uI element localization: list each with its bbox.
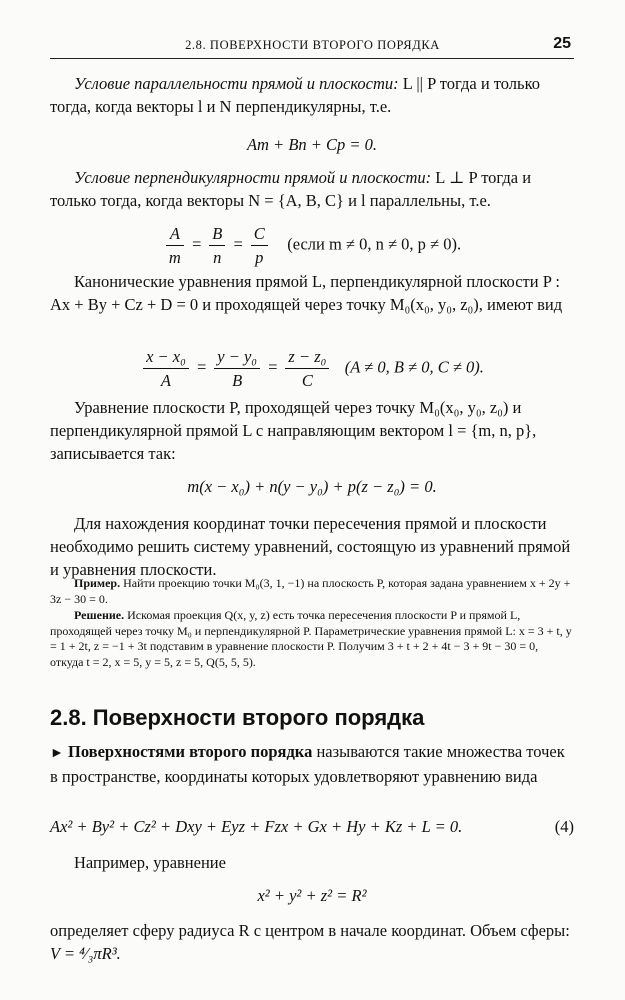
header-rule — [50, 58, 574, 59]
perpendicular-condition-text: L ⊥ P тогда и только тогда, когда векторы N = {A, B, C} и l параллельны, т.е. — [50, 168, 532, 210]
running-header: 2.8. ПОВЕРХНОСТИ ВТОРОГО ПОРЯДКА — [185, 38, 440, 52]
general-surface-formula: Ax² + By² + Cz² + Dxy + Eyz + Fzx + Gx + Hy + Kz + L = 0. — [50, 817, 463, 836]
example-text: Найти проекцию точки M₀(3, 1, −1) на плоскость P, которая задана уравнением x + 2y + 3z − 30 = 0. — [50, 576, 571, 606]
example-label: Пример. — [74, 576, 121, 590]
fraction-x: $\frac{\text{x − x₀}}{A}$ — [143, 345, 189, 392]
parallel-condition-paragraph — [50, 72, 574, 118]
example-intro: Например, уравнение — [74, 853, 226, 872]
equation-plane: m(x − x₀) + n(y − y₀) + p(z − z₀) = 0. — [187, 477, 437, 496]
fraction-y: $\frac{\text{y − y₀}}{B}$ — [214, 345, 260, 392]
fraction-c-p: $\frac{C}{p}$ — [251, 222, 268, 269]
perpendicular-condition-paragraph — [50, 166, 574, 212]
solution-block — [50, 608, 574, 670]
definition-text: называются такие множества точек в пространстве, координаты которых удовлетворяют уравнению вида — [50, 742, 565, 786]
equation-parallel: Am + Bn + Cp = 0. — [246, 135, 378, 154]
equation-proportional: $\frac{A}{m}$ = $\frac{B}{n}$ = $\frac{C}{p}$ (если m ≠ 0, n ≠ 0, p ≠ 0). — [50, 222, 574, 269]
equation-sphere: x² + y² + z² = R² — [257, 886, 367, 905]
sphere-volume-formula: V = ⁴⁄₃πR³. — [50, 944, 121, 963]
solution-text: Искомая проекция Q(x, y, z) есть точка пересечения плоскости P и прямой L, проходящей через точку M₀ и перпендикулярной P. Параметрические уравнения прямой L: x = 3 + t, y = 1 + 2t, z = −1 + 3t подставим в уравнение плоскости P. Получим 3 + t + 2 + 4t − 3 + 9t − 30 = 0, откуда t = 2, x = 5, y = 5, z = 5, Q(5, 5, 5). — [50, 608, 572, 669]
fraction-z: $\frac{\text{z − z₀}}{C}$ — [285, 345, 329, 392]
section-heading: 2.8. Поверхности второго порядка — [50, 705, 425, 730]
proportional-condition: (если m ≠ 0, n ≠ 0, p ≠ 0). — [287, 234, 462, 254]
definition-term: Поверхностями второго порядка — [67, 742, 313, 761]
page-number: 25 — [553, 35, 571, 52]
equation-number: (4) — [554, 817, 574, 836]
plane-equation-paragraph: Уравнение плоскости P, проходящей через точку M₀(x₀, y₀, z₀) и перпендикулярной прямой L с направляющим вектором l = {m, n, p}, записывается так: — [50, 398, 537, 463]
equation-canonical-line: $\frac{\text{x − x₀}}{A}$ = $\frac{\text{y − y₀}}{B}$ = $\frac{\text{z − z₀}}{C}$ (A ≠ 0, B ≠ 0, C ≠ 0). — [50, 345, 574, 392]
definition-paragraph — [50, 740, 574, 788]
parallel-condition-lead: Условие параллельности прямой и плоскости: — [74, 74, 399, 93]
equation-general-surface — [50, 815, 574, 838]
sphere-text: определяет сферу радиуса R с центром в начале координат. Объем сферы: — [50, 921, 570, 940]
canonical-condition: (A ≠ 0, B ≠ 0, C ≠ 0). — [344, 357, 484, 377]
sphere-paragraph — [50, 919, 574, 965]
fraction-b-n: $\frac{B}{n}$ — [209, 222, 225, 269]
perpendicular-condition-lead: Условие перпендикулярности прямой и плоскости: — [74, 168, 432, 187]
solution-label: Решение. — [74, 608, 125, 622]
fraction-a-m: $\frac{A}{m}$ — [166, 222, 184, 269]
example-block — [50, 576, 574, 607]
triangle-marker-icon: ► — [50, 746, 64, 761]
intersection-paragraph: Для нахождения координат точки пересечения прямой и плоскости необходимо решить систему уравнений, состоящую из уравнений прямой и уравнения плоскости. — [50, 514, 571, 579]
canonical-line-paragraph: Канонические уравнения прямой L, перпендикулярной плоскости P : Ax + By + Cz + D = 0 и проходящей через точку M₀(x₀, y₀, z₀), имеют вид — [50, 272, 563, 314]
parallel-condition-text: L || P тогда и только тогда, когда векторы l и N перпендикулярны, т.е. — [50, 74, 540, 116]
